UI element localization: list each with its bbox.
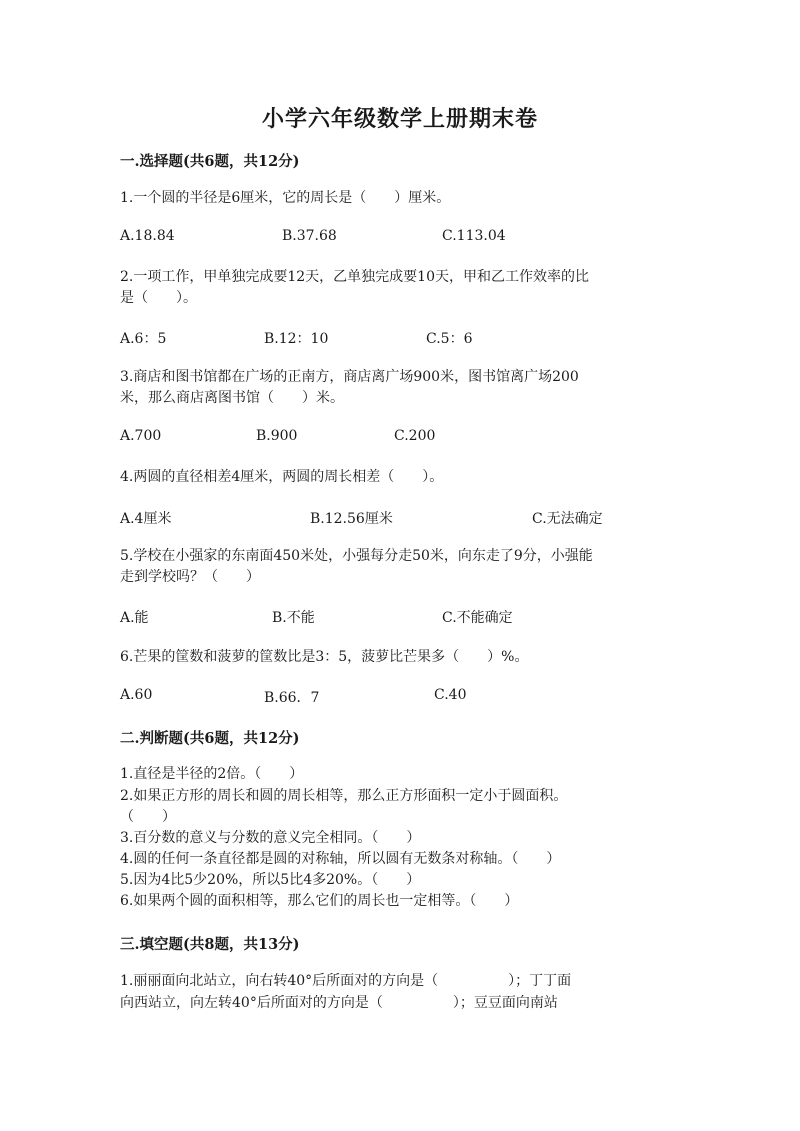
question-6-option-b: B.66．7	[264, 690, 320, 706]
question-4-option-c: C.无法确定	[532, 511, 603, 527]
question-5-option-c: C.不能确定	[442, 610, 513, 626]
question-3-option-c: C.200	[394, 428, 436, 444]
fill-in-line: 1.丽丽面向北站立，向右转40°后所面对的方向是（ ）；丁丁面	[120, 973, 572, 989]
question-4-option-b: B.12.56厘米	[310, 511, 393, 527]
question-1-text: 1.一个圆的半径是6厘米，它的周长是（ ）厘米。	[120, 190, 451, 206]
question-5-option-b: B.不能	[272, 610, 315, 626]
judgement-line: 4.圆的任何一条直径都是圆的对称轴，所以圆有无数条对称轴。（ ）	[120, 851, 561, 867]
question-2-option-c: C.5：6	[426, 331, 473, 347]
question-2-option-a: A.6：5	[120, 331, 167, 347]
question-1-option-b: B.37.68	[282, 228, 337, 244]
section-heading-choice: 一.选择题(共6题，共12分)	[120, 153, 300, 170]
question-5-text-line-2: 走到学校吗？（ ）	[120, 569, 260, 585]
judgement-line: 6.如果两个圆的面积相等，那么它们的周长也一定相等。（ ）	[120, 893, 519, 909]
question-4-text: 4.两圆的直径相差4厘米，两圆的周长相差（ ）。	[120, 469, 444, 485]
question-2-option-b: B.12：10	[264, 331, 329, 347]
judgement-line: 5.因为4比5少20%，所以5比4多20%。（ ）	[120, 872, 421, 888]
question-1-option-a: A.18.84	[120, 228, 175, 244]
question-2-text-line-1: 2.一项工作，甲单独完成要12天，乙单独完成要10天，甲和乙工作效率的比	[120, 269, 589, 285]
page-title: 小学六年级数学上册期末卷	[261, 106, 538, 132]
section-heading-fill-in: 三.填空题(共8题，共13分)	[120, 936, 300, 953]
judgement-line: （ ）	[120, 809, 176, 825]
question-6-option-a: A.60	[120, 687, 153, 703]
question-2-text-line-2: 是（ ）。	[120, 290, 197, 306]
question-4-option-a: A.4厘米	[120, 511, 172, 527]
question-5-text-line-1: 5.学校在小强家的东南面450米处，小强每分走50米，向东走了9分，小强能	[120, 548, 593, 564]
section-heading-judgement: 二.判断题(共6题，共12分)	[120, 730, 300, 747]
question-5-option-a: A.能	[120, 610, 149, 626]
question-3-option-a: A.700	[120, 428, 162, 444]
fill-in-line: 向西站立，向左转40°后所面对的方向是（ ）；豆豆面向南站	[120, 995, 558, 1011]
question-1-option-c: C.113.04	[442, 228, 506, 244]
judgement-line: 3.百分数的意义与分数的意义完全相同。（ ）	[120, 830, 421, 846]
question-3-option-b: B.900	[256, 428, 298, 444]
question-6-option-c: C.40	[434, 687, 467, 703]
judgement-line: 1.直径是半径的2倍。（ ）	[120, 766, 304, 782]
question-3-text-line-1: 3.商店和图书馆都在广场的正南方，商店离广场900米，图书馆离广场200	[120, 369, 579, 385]
judgement-line: 2.如果正方形的周长和圆的周长相等，那么正方形面积一定小于圆面积。	[120, 788, 568, 804]
question-6-text: 6.芒果的筐数和菠萝的筐数比是3：5，菠萝比芒果多（ ）%。	[120, 649, 529, 665]
question-3-text-line-2: 米，那么商店离图书馆（ ）米。	[120, 390, 344, 406]
